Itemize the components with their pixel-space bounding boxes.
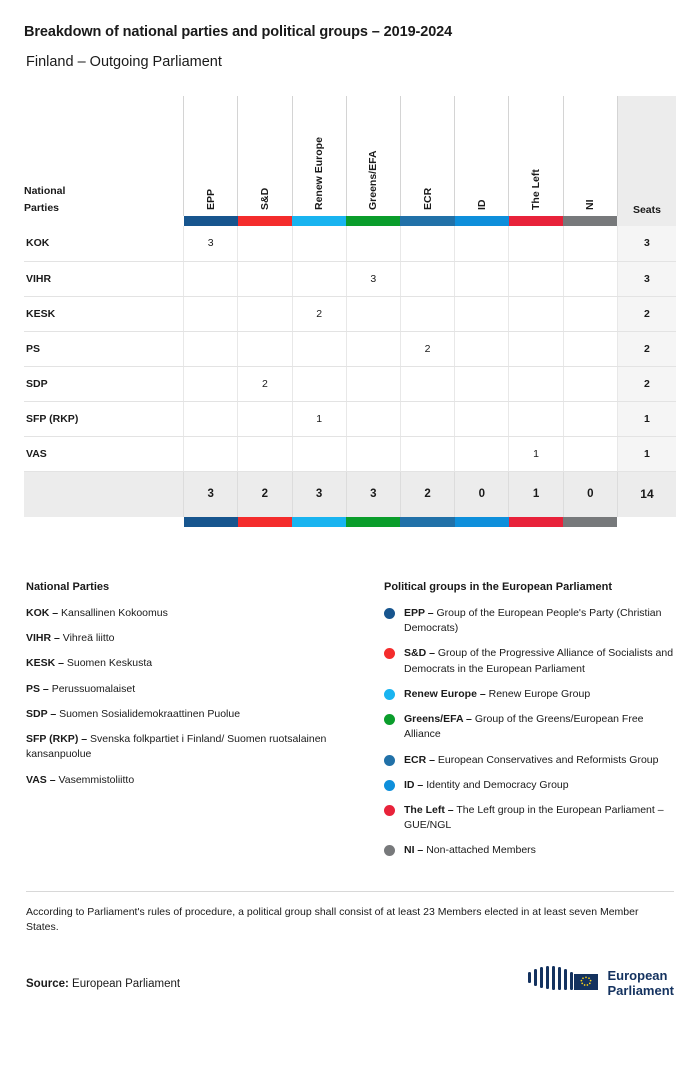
legend-color-dot-icon: [384, 755, 395, 766]
cell-vihr-id: [455, 261, 509, 296]
matrix-column-header-renew-europe: Renew Europe: [292, 96, 346, 216]
legend-group-name: European Conservatives and Reformists Group: [437, 753, 659, 766]
cell-vas-renew-europe: [292, 436, 346, 471]
legend-party-name: Suomen Sosialidemokraattinen Puolue: [59, 707, 241, 720]
cell-sdp-id: [455, 366, 509, 401]
legend-national-parties: [24, 581, 384, 869]
legend-color-dot-icon: [384, 648, 395, 659]
legend-party-item: [26, 707, 384, 722]
cell-sfp-rkp--the-left: [509, 401, 563, 436]
cell-kesk-ni: [563, 296, 617, 331]
legend-group-text: [404, 843, 536, 858]
total-the-left: 1: [509, 471, 563, 517]
matrix-row-header: National Parties: [24, 185, 66, 214]
cell-vas-epp: [184, 436, 238, 471]
row-party-name: PS: [24, 331, 184, 366]
legend-group-abbr: Renew Europe –: [404, 687, 486, 700]
cell-kesk-id: [455, 296, 509, 331]
legend-group-text: [404, 803, 676, 833]
cell-kok-id: [455, 226, 509, 261]
table-row: [24, 366, 676, 401]
colorbar-ni: [563, 216, 617, 226]
legend-group-item: [384, 753, 676, 768]
ep-logo-text: [608, 969, 674, 998]
cell-ps-ecr: 2: [400, 331, 454, 366]
legend-group-item: [384, 606, 676, 636]
colorbar-ecr: [400, 216, 454, 226]
row-party-name: KESK: [24, 296, 184, 331]
ep-flag-icon: [528, 966, 600, 1001]
legend-group-name: Group of the European People's Party (Christian Democrats): [404, 607, 662, 635]
matrix-header-row: [24, 96, 676, 216]
cell-kesk-renew-europe: 2: [292, 296, 346, 331]
matrix-column-header-greens-efa: Greens/EFA: [346, 96, 400, 216]
colorbar-greens-efa: [346, 216, 400, 226]
legend-party-item: [26, 631, 384, 646]
total-id: 0: [455, 471, 509, 517]
matrix-column-header-the-left: The Left: [509, 96, 563, 216]
source-line: [26, 978, 180, 990]
legend-groups-title: Political groups in the European Parliament: [384, 581, 612, 593]
matrix-column-header-id: ID: [455, 96, 509, 216]
legend-group-name: The Left group in the European Parliament – GUE/NGL: [404, 803, 664, 832]
matrix-colorbar-top: [24, 216, 676, 226]
page-title: Breakdown of national parties and political groups – 2019-2024: [24, 24, 453, 40]
cell-kesk-epp: [184, 296, 238, 331]
row-party-name: SFP (RKP): [24, 401, 184, 436]
colorbar-bottom-epp: [184, 517, 238, 527]
row-seats-total: 2: [617, 331, 676, 366]
grand-total: 14: [617, 471, 676, 517]
total-greens-efa: 3: [346, 471, 400, 517]
legend-color-dot-icon: [384, 608, 395, 619]
total-ni: 0: [563, 471, 617, 517]
cell-kok-s-d: [238, 226, 292, 261]
legend-color-dot-icon: [384, 714, 395, 725]
total-ecr: 2: [400, 471, 454, 517]
matrix-column-header-ecr: ECR: [400, 96, 454, 216]
matrix-column-header-ni: NI: [563, 96, 617, 216]
cell-vas-ni: [563, 436, 617, 471]
legend-group-item: [384, 843, 676, 858]
cell-sfp-rkp--s-d: [238, 401, 292, 436]
cell-ps-id: [455, 331, 509, 366]
legend-group-abbr: NI –: [404, 844, 424, 857]
colorbar-bottom-s-d: [238, 517, 292, 527]
matrix-column-header-s-d: S&D: [238, 96, 292, 216]
row-seats-total: 3: [617, 226, 676, 261]
colorbar-the-left: [509, 216, 563, 226]
cell-sdp-s-d: 2: [238, 366, 292, 401]
cell-kok-greens-efa: [346, 226, 400, 261]
cell-kesk-the-left: [509, 296, 563, 331]
row-party-name: SDP: [24, 366, 184, 401]
colorbar-bottom-greens-efa: [346, 517, 400, 527]
cell-sfp-rkp--ni: [563, 401, 617, 436]
cell-sdp-renew-europe: [292, 366, 346, 401]
legend-group-item: [384, 803, 676, 833]
total-renew-europe: 3: [292, 471, 346, 517]
legend-group-name: Group of the Greens/European Free Alliance: [404, 713, 644, 741]
cell-vas-id: [455, 436, 509, 471]
legend-color-dot-icon: [384, 805, 395, 816]
cell-vas-ecr: [400, 436, 454, 471]
table-row: [24, 436, 676, 471]
cell-sfp-rkp--ecr: [400, 401, 454, 436]
legend-group-name: Non-attached Members: [426, 844, 536, 857]
cell-ps-s-d: [238, 331, 292, 366]
legend-party-name: Perussuomalaiset: [51, 682, 136, 695]
colorbar-bottom-the-left: [509, 517, 563, 527]
source-value: European Parliament: [72, 977, 181, 990]
colorbar-bottom-renew-europe: [292, 517, 346, 527]
legend-group-item: [384, 712, 676, 742]
legend-party-item: [26, 732, 384, 762]
cell-kesk-ecr: [400, 296, 454, 331]
legend-party-name: Vasemmistoliitto: [58, 773, 135, 786]
colorbar-epp: [184, 216, 238, 226]
cell-sdp-ni: [563, 366, 617, 401]
cell-sdp-greens-efa: [346, 366, 400, 401]
colorbar-bottom-ecr: [400, 517, 454, 527]
colorbar-s-d: [238, 216, 292, 226]
colorbar-bottom-id: [455, 517, 509, 527]
footer: [26, 966, 674, 1001]
table-row: [24, 226, 676, 261]
legend-group-text: [404, 712, 676, 742]
legend-group-name: Identity and Democracy Group: [426, 778, 569, 791]
legend-group-name: Group of the Progressive Alliance of Socialists and Democrats in the European Parliament: [404, 647, 674, 675]
cell-sfp-rkp--epp: [184, 401, 238, 436]
row-party-name: KOK: [24, 226, 184, 261]
legend-group-text: [404, 646, 676, 676]
row-party-name: VIHR: [24, 261, 184, 296]
cell-kok-the-left: [509, 226, 563, 261]
table-row: [24, 296, 676, 331]
colorbar-id: [455, 216, 509, 226]
cell-vihr-s-d: [238, 261, 292, 296]
table-row: [24, 331, 676, 366]
cell-vihr-epp: [184, 261, 238, 296]
parties-groups-matrix: [24, 96, 676, 527]
cell-vihr-ecr: [400, 261, 454, 296]
legend-group-abbr: Greens/EFA –: [404, 713, 472, 726]
legend-group-item: [384, 687, 676, 702]
legend-party-item: [26, 682, 384, 697]
row-seats-total: 2: [617, 296, 676, 331]
legend-group-name: Renew Europe Group: [488, 687, 591, 700]
ep-logo-line1: European: [607, 968, 668, 984]
table-row: [24, 261, 676, 296]
legend-party-abbr: VAS –: [26, 773, 56, 786]
row-seats-total: 3: [617, 261, 676, 296]
source-label: Source:: [26, 977, 69, 990]
row-party-name: VAS: [24, 436, 184, 471]
legend-group-item: [384, 646, 676, 676]
matrix-totals-row: [24, 471, 676, 517]
colorbar-bottom-ni: [563, 517, 617, 527]
colorbar-renew-europe: [292, 216, 346, 226]
page-subtitle: Finland – Outgoing Parliament: [26, 54, 222, 70]
cell-vas-the-left: 1: [509, 436, 563, 471]
cell-kok-epp: 3: [184, 226, 238, 261]
cell-vas-s-d: [238, 436, 292, 471]
cell-vihr-ni: [563, 261, 617, 296]
matrix-seats-header: Seats: [617, 96, 676, 216]
legend-color-dot-icon: [384, 845, 395, 856]
total-epp: 3: [184, 471, 238, 517]
ep-logo-line2: Parliament: [607, 982, 674, 998]
legend-party-item: [26, 606, 384, 621]
cell-vas-greens-efa: [346, 436, 400, 471]
cell-ps-greens-efa: [346, 331, 400, 366]
legend-party-abbr: SFP (RKP) –: [26, 733, 88, 746]
legend-group-abbr: EPP –: [404, 607, 434, 619]
cell-sdp-the-left: [509, 366, 563, 401]
cell-sfp-rkp--renew-europe: 1: [292, 401, 346, 436]
legend-party-name: Suomen Keskusta: [66, 657, 153, 670]
legend-group-text: [404, 753, 658, 768]
legend-party-abbr: SDP –: [26, 707, 57, 720]
cell-sfp-rkp--id: [455, 401, 509, 436]
row-seats-total: 2: [617, 366, 676, 401]
legend-party-name: Vihreä liitto: [62, 632, 115, 645]
matrix-colorbar-bottom: [24, 517, 676, 527]
footnote-divider: [26, 891, 674, 892]
cell-ps-the-left: [509, 331, 563, 366]
footnote-text: According to Parliament's rules of procedure, a political group shall consist of at least 23 Members elected in at least seven Member States.: [26, 905, 639, 934]
legend-party-name: Svenska folkpartiet i Finland/ Suomen ruotsalainen kansanpuolue: [26, 733, 327, 761]
cell-kesk-greens-efa: [346, 296, 400, 331]
cell-kok-renew-europe: [292, 226, 346, 261]
legend: [24, 581, 676, 869]
cell-vihr-the-left: [509, 261, 563, 296]
legend-color-dot-icon: [384, 689, 395, 700]
legend-group-abbr: S&D –: [404, 647, 435, 660]
table-row: [24, 401, 676, 436]
legend-party-name: Kansallinen Kokoomus: [61, 607, 168, 619]
legend-party-abbr: KOK –: [26, 607, 59, 619]
legend-color-dot-icon: [384, 780, 395, 791]
cell-sdp-ecr: [400, 366, 454, 401]
legend-group-abbr: ID –: [404, 778, 424, 791]
legend-group-abbr: ECR –: [404, 753, 435, 766]
cell-kok-ecr: [400, 226, 454, 261]
legend-group-text: [404, 687, 590, 702]
cell-sdp-epp: [184, 366, 238, 401]
row-seats-total: 1: [617, 436, 676, 471]
matrix-column-header-epp: EPP: [184, 96, 238, 216]
cell-kok-ni: [563, 226, 617, 261]
row-seats-total: 1: [617, 401, 676, 436]
legend-group-text: [404, 606, 676, 636]
cell-vihr-renew-europe: [292, 261, 346, 296]
legend-party-abbr: VIHR –: [26, 632, 60, 645]
legend-party-item: [26, 773, 384, 788]
legend-party-item: [26, 656, 384, 671]
cell-kesk-s-d: [238, 296, 292, 331]
legend-party-abbr: PS –: [26, 682, 49, 695]
european-parliament-logo: [528, 966, 674, 1001]
cell-ps-epp: [184, 331, 238, 366]
cell-vihr-greens-efa: 3: [346, 261, 400, 296]
legend-party-abbr: KESK –: [26, 657, 64, 670]
legend-group-text: [404, 778, 569, 793]
legend-political-groups: [384, 581, 676, 869]
cell-ps-ni: [563, 331, 617, 366]
legend-group-abbr: The Left –: [404, 803, 454, 816]
total-s-d: 2: [238, 471, 292, 517]
legend-group-item: [384, 778, 676, 793]
cell-ps-renew-europe: [292, 331, 346, 366]
cell-sfp-rkp--greens-efa: [346, 401, 400, 436]
legend-parties-title: National Parties: [26, 581, 110, 593]
